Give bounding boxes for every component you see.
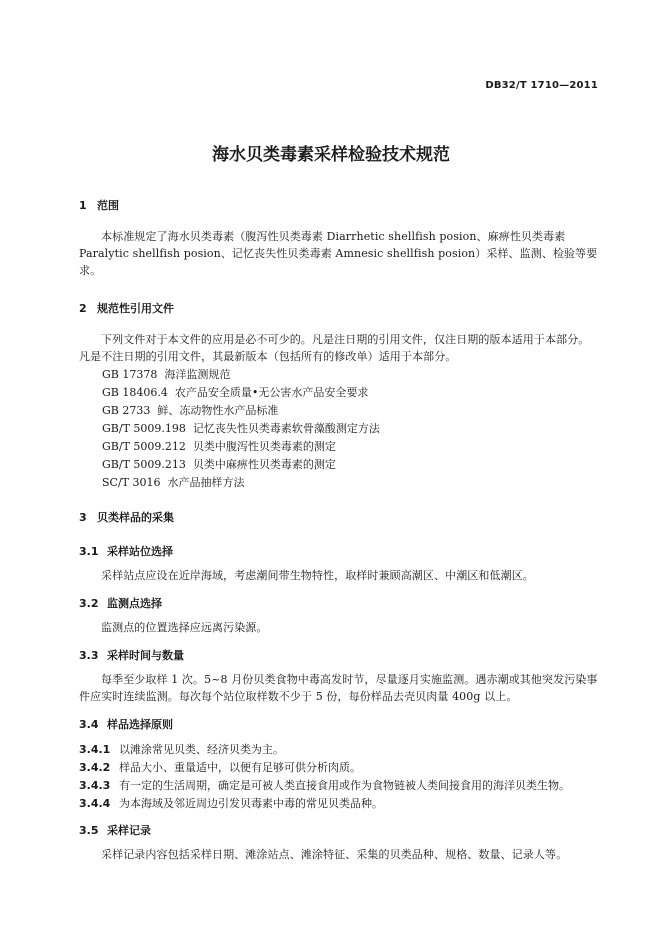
subsection-paragraph-3-5: 采样记录内容包括采样日期、滩涂站点、滩涂特征、采集的贝类品种、规格、数量、记录人等。 <box>101 848 568 861</box>
item-number: 3.4.2 <box>79 761 111 774</box>
subsection-number: 3.2 <box>79 597 99 610</box>
reference-code: GB 18406.4 <box>102 386 168 399</box>
reference-item <box>102 456 336 472</box>
section-number: 1 <box>79 199 87 212</box>
subsection-title: 采样时间与数量 <box>107 649 184 662</box>
subsection-paragraph-3-3: 每季至少取样 1 次。5~8 月份贝类食物中毒高发时节，尽量逐月实施监测。遇赤潮或其他突发污染事件应实时连续监测。每次每个站位取样数不少于 5 份，每份样品去壳贝肉量 400g 以上。 <box>79 673 598 703</box>
reference-code: GB/T 5009.198 <box>102 422 186 435</box>
reference-name: 农产品安全质量•无公害水产品安全要求 <box>174 386 369 399</box>
reference-name: 海洋监测规范 <box>164 368 231 381</box>
section-number: 2 <box>79 302 87 315</box>
item-number: 3.4.3 <box>79 779 111 792</box>
section-title: 贝类样品的采集 <box>97 511 174 524</box>
subsection-heading-3-3 <box>79 647 184 663</box>
subsection-number: 3.4 <box>79 718 99 731</box>
reference-name: 贝类中麻痹性贝类毒素的测定 <box>192 458 336 471</box>
reference-item <box>102 420 380 436</box>
subsection-title: 采样站位选择 <box>107 545 173 558</box>
reference-name: 鲜、冻动物性水产品标准 <box>157 404 279 417</box>
section-number: 3 <box>79 511 87 524</box>
item-number: 3.4.1 <box>79 743 111 756</box>
reference-item <box>102 402 278 418</box>
section-title: 范围 <box>97 199 119 212</box>
reference-code: SC/T 3016 <box>102 476 161 489</box>
section-heading-sample-collection <box>79 509 174 525</box>
reference-code: GB/T 5009.213 <box>102 458 186 471</box>
standard-code: DB32/T 1710—2011 <box>485 80 598 91</box>
reference-code: GB 17378 <box>102 368 158 381</box>
item-number: 3.4.4 <box>79 797 111 810</box>
reference-name: 贝类中腹泻性贝类毒素的测定 <box>192 440 336 453</box>
reference-item <box>102 384 368 400</box>
scope-paragraph: 本标准规定了海水贝类毒素（腹泻性贝类毒素 Diarrhetic shellfish posion、麻痹性贝类毒素 Paralytic shellfish posion、记忆丧失性贝类毒素 Amnesic shellfish posion）采样、监测、检验等要求。 <box>79 230 598 277</box>
subsection-title: 样品选择原则 <box>107 718 173 731</box>
subsection-paragraph-3-1: 采样站点应设在近岸海域，考虑潮间带生物特性，取样时兼顾高潮区、中潮区和低潮区。 <box>101 569 534 582</box>
list-item <box>79 759 361 775</box>
reference-item <box>102 438 336 454</box>
subsection-number: 3.5 <box>79 824 99 837</box>
subsection-title: 监测点选择 <box>107 597 162 610</box>
reference-name: 水产品抽样方法 <box>167 476 245 489</box>
item-text: 以滩涂常见贝类、经济贝类为主。 <box>119 743 284 756</box>
item-text: 有一定的生活周期，确定是可被人类直接食用或作为食物链被人类间接食用的海洋贝类生物。 <box>119 779 570 792</box>
section-title: 规范性引用文件 <box>97 302 174 315</box>
subsection-paragraph-3-2: 监测点的位置选择应远离污染源。 <box>101 621 268 634</box>
item-text: 为本海域及邻近周边引发贝毒素中毒的常见贝类品种。 <box>119 797 383 810</box>
subsection-heading-3-4 <box>79 716 173 732</box>
section-heading-normative-references <box>79 300 174 316</box>
document-title: 海水贝类毒素采样检验技术规范 <box>212 145 450 165</box>
reference-name: 记忆丧失性贝类毒素软骨藻酸测定方法 <box>192 422 380 435</box>
list-item <box>79 741 284 757</box>
subsection-heading-3-5 <box>79 822 151 838</box>
reference-item <box>102 366 230 382</box>
subsection-heading-3-1 <box>79 543 173 559</box>
reference-code: GB 2733 <box>102 404 151 417</box>
references-paragraph: 下列文件对于本文件的应用是必不可少的。凡是注日期的引用文件，仅注日期的版本适用于本部分。凡是不注日期的引用文件，其最新版本（包括所有的修改单）适用于本部分。 <box>79 333 590 363</box>
item-text: 样品大小、重量适中，以便有足够可供分析肉质。 <box>119 761 361 774</box>
subsection-number: 3.1 <box>79 545 99 558</box>
list-item <box>79 777 570 793</box>
subsection-number: 3.3 <box>79 649 99 662</box>
reference-item <box>102 474 245 490</box>
reference-code: GB/T 5009.212 <box>102 440 186 453</box>
list-item <box>79 795 383 811</box>
subsection-title: 采样记录 <box>107 824 151 837</box>
section-heading-scope <box>79 197 119 213</box>
subsection-heading-3-2 <box>79 595 162 611</box>
